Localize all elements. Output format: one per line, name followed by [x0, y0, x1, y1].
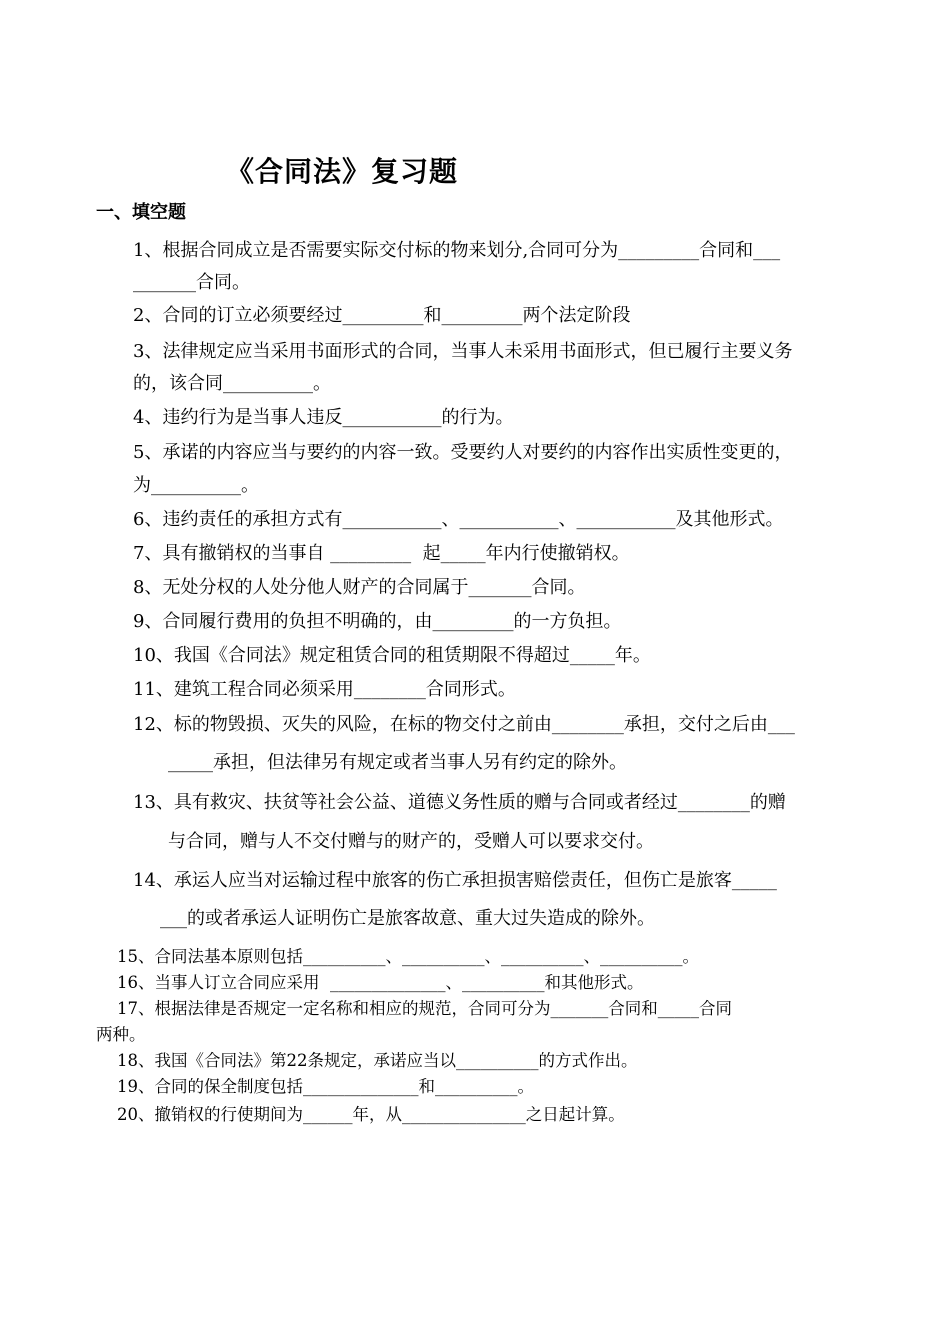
- question-3-line-2: 的，该合同__________。: [133, 373, 331, 394]
- question-8: 8、无处分权的人处分他人财产的合同属于_______合同。: [133, 577, 586, 598]
- question-19: 19、合同的保全制度包括______________和__________。: [117, 1077, 534, 1096]
- question-17-line-1: 17、根据法律是否规定一定名称和相应的规范，合同可分为_______合同和_____合同: [117, 999, 732, 1018]
- question-11: 11、建筑工程合同必须采用________合同形式。: [133, 679, 516, 700]
- question-14-line-1: 14、承运人应当对运输过程中旅客的伤亡承担损害赔偿责任，但伤亡是旅客_____: [133, 870, 777, 891]
- question-9: 9、合同履行费用的负担不明确的，由_________的一方负担。: [133, 611, 622, 632]
- question-7: 7、具有撤销权的当事自 _________ 起_____年内行使撤销权。: [133, 543, 630, 564]
- section-heading-fill-in-blank: 一、填空题: [96, 202, 186, 223]
- question-13-line-1: 13、具有救灾、扶贫等社会公益、道德义务性质的赠与合同或者经过________的赠: [133, 792, 786, 813]
- question-5-line-1: 5、承诺的内容应当与要约的内容一致。受要约人对要约的内容作出实质性变更的，: [133, 442, 793, 463]
- document-title: 《合同法》复习题: [226, 155, 459, 188]
- question-4: 4、违约行为是当事人违反___________的行为。: [133, 407, 514, 428]
- question-3-line-1: 3、法律规定应当采用书面形式的合同，当事人未采用书面形式，但已履行主要义务: [133, 341, 793, 362]
- question-13-line-2: 与合同，赠与人不交付赠与的财产的，受赠人可以要求交付。: [168, 831, 654, 852]
- question-17-line-2: 两种。: [96, 1025, 146, 1044]
- question-1-line-1: 1、根据合同成立是否需要实际交付标的物来划分,合同可分为_________合同和___: [133, 240, 781, 261]
- question-10: 10、我国《合同法》规定租赁合同的租赁期限不得超过_____年。: [133, 645, 651, 666]
- question-12-line-1: 12、标的物毁损、灭失的风险，在标的物交付之前由________承担，交付之后由___: [133, 714, 795, 735]
- question-20: 20、撤销权的行使期间为______年，从_______________之日起计算。: [117, 1105, 625, 1124]
- question-15: 15、合同法基本原则包括__________、__________、__________、__________。: [117, 947, 699, 966]
- question-12-line-2: _____承担，但法律另有规定或者当事人另有约定的除外。: [168, 752, 627, 773]
- question-1-line-2: _______合同。: [133, 272, 250, 293]
- question-2: 2、合同的订立必须要经过_________和_________两个法定阶段: [133, 305, 631, 326]
- question-14-line-2: ___的或者承运人证明伤亡是旅客故意、重大过失造成的除外。: [160, 908, 655, 929]
- question-18: 18、我国《合同法》第22条规定，承诺应当以__________的方式作出。: [117, 1051, 638, 1070]
- question-16: 16、当事人订立合同应采用 ______________、__________和其他形式。: [117, 973, 644, 992]
- question-5-line-2: 为__________。: [133, 475, 259, 496]
- question-6: 6、违约责任的承担方式有___________、___________、___________及其他形式。: [133, 509, 784, 530]
